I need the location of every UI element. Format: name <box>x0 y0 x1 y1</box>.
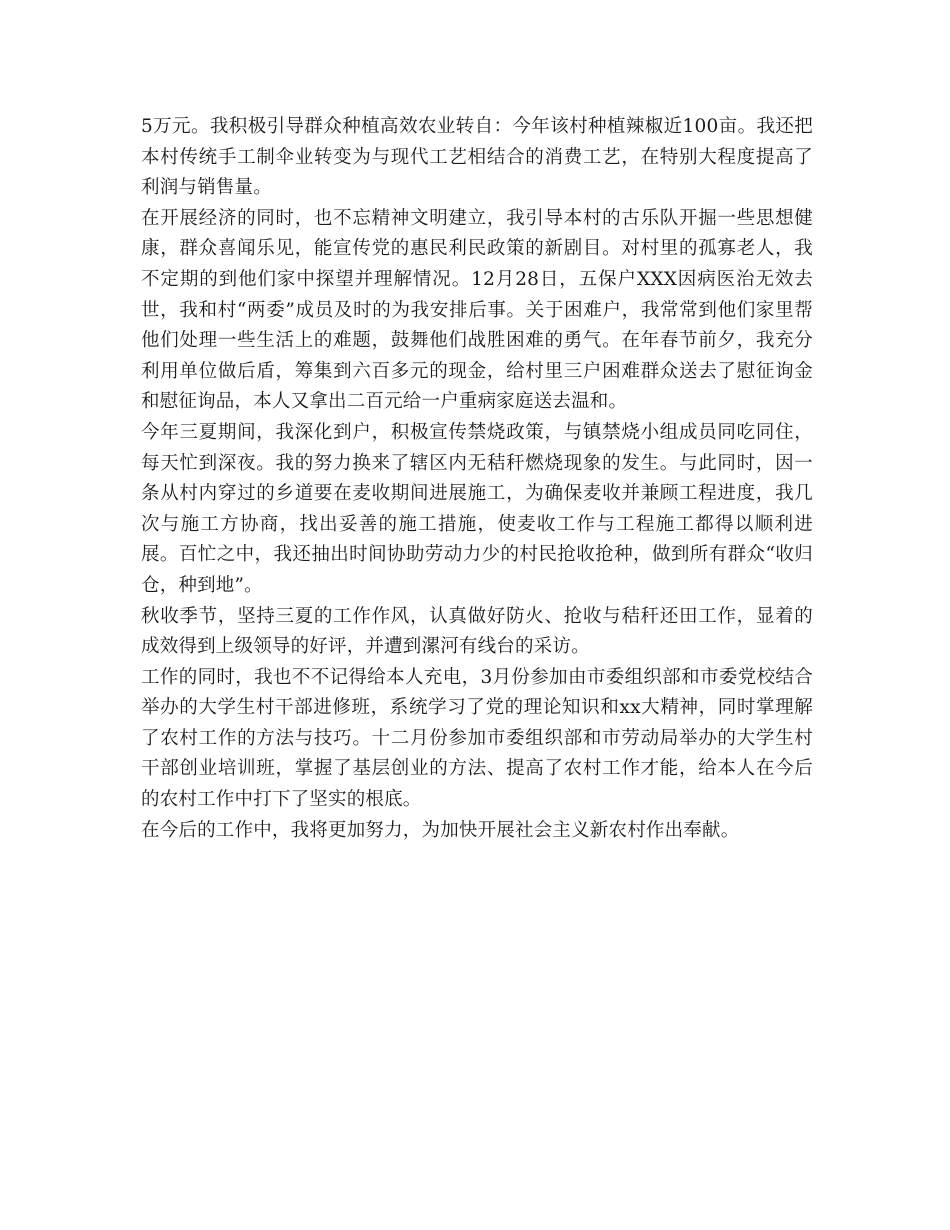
paragraph-autumn-harvest: 秋收季节，坚持三夏的工作作风，认真做好防火、抢收与秸秆还田工作，显着的成效得到上级领导的好评，并遭到漯河有线台的采访。 <box>141 605 813 658</box>
paragraph-spiritual-civilization: 在开展经济的同时，也不忘精神文明建立，我引导本村的古乐队开掘一些思想健康，群众喜闻乐见，能宣传党的惠民利民政策的新剧目。对村里的孤寡老人，我不定期的到他们家中探望并理解情况。12月28日，五保户XXX因病医治无效去世，我和村“两委”成员及时的为我安排后事。关于困难户，我常常到他们家里帮他们处理一些生活上的难题，鼓舞他们战胜困难的勇气。在年春节前夕，我充分利用单位做后盾，筹集到六百多元的现金，给村里三户困难群众送去了慰征询金和慰征询品，本人又拿出二百元给一户重病家庭送去温和。 <box>141 207 813 413</box>
document-body <box>141 112 813 846</box>
paragraph-conclusion: 在今后的工作中，我将更加努力，为加快开展社会主义新农村作出奉献。 <box>141 819 740 841</box>
paragraph-summer-harvest: 今年三夏期间，我深化到户，积极宣传禁烧政策，与镇禁烧小组成员同吃同住，每天忙到深夜。我的努力换来了辖区内无秸秆燃烧现象的发生。与此同时，因一条从村内穿过的乡道要在麦收期间进展施工，为确保麦收并兼顾工程进度，我几次与施工方协商，找出妥善的施工措施，使麦收工作与工程施工都得以顺利进展。百忙之中，我还抽出时间协助劳动力少的村民抢收抢种，做到所有群众“收归仓，种到地”。 <box>141 421 813 596</box>
paragraph-training: 工作的同时，我也不不记得给本人充电，3月份参加由市委组织部和市委党校结合举办的大学生村干部进修班，系统学习了党的理论知识和xx大精神，同时掌理解了农村工作的方法与技巧。十二月份参加市委组织部和市劳动局举办的大学生村干部创业培训班，掌握了基层创业的方法、提高了农村工作才能，给本人在今后的农村工作中打下了坚实的根底。 <box>141 666 813 811</box>
paragraph-economy: 5万元。我积极引导群众种植高效农业转自：今年该村种植辣椒近100亩。我还把本村传统手工制伞业转变为与现代工艺相结合的消费工艺，在特别大程度提高了利润与销售量。 <box>141 116 813 199</box>
